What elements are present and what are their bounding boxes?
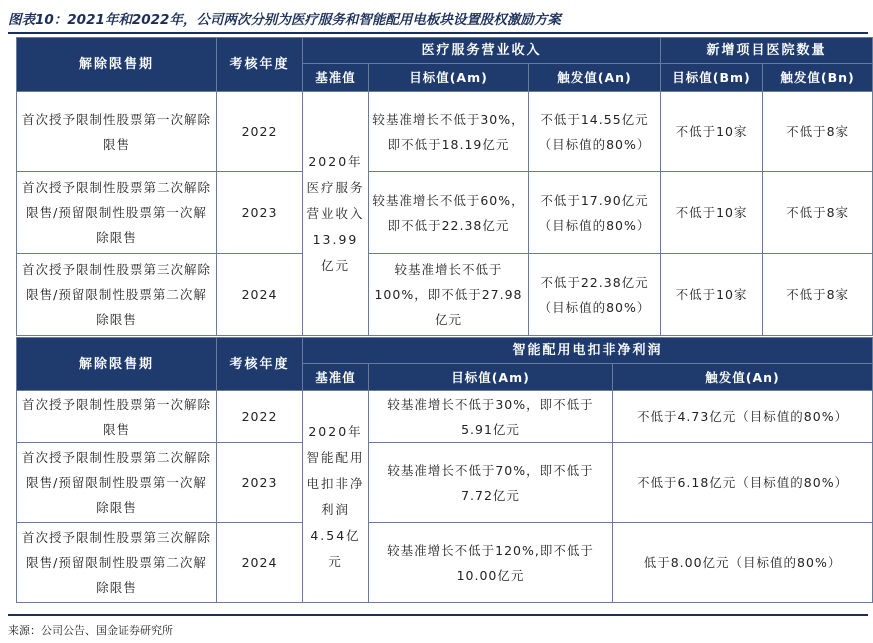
year-cell: 2022 (217, 92, 303, 172)
medical-incentive-table (16, 37, 873, 336)
trigger-cell: 不低于17.90亿元（目标值的80%） (529, 172, 661, 254)
header-net-profit: 智能配用电扣非净利润 (303, 338, 873, 364)
period-cell: 首次授予限制性股票第一次解除限售 (17, 391, 217, 443)
period-cell: 首次授予限制性股票第三次解除限售/预留限制性股票第二次解除限售 (17, 254, 217, 336)
trigger-cell: 低于8.00亿元（目标值的80%） (613, 523, 873, 603)
year-cell: 2022 (217, 391, 303, 443)
target-b-cell: 不低于10家 (661, 254, 763, 336)
base-value-cell: 2020年医疗服务营业收入13.99亿元 (303, 92, 369, 336)
header-medical-revenue: 医疗服务营业收入 (303, 38, 661, 64)
target-b-cell: 不低于10家 (661, 172, 763, 254)
header-period: 解除限售期 (17, 338, 217, 391)
target-b-cell: 不低于10家 (661, 92, 763, 172)
table-row (17, 254, 873, 336)
trigger-cell: 不低于6.18亿元（目标值的80%） (613, 443, 873, 523)
header-period: 解除限售期 (17, 38, 217, 92)
trigger-b-cell: 不低于8家 (763, 254, 873, 336)
trigger-cell: 不低于22.38亿元（目标值的80%） (529, 254, 661, 336)
header-trigger-an: 触发值(An) (529, 64, 661, 92)
trigger-b-cell: 不低于8家 (763, 92, 873, 172)
year-cell: 2023 (217, 443, 303, 523)
header-year: 考核年度 (217, 338, 303, 391)
trigger-cell: 不低于4.73亿元（目标值的80%） (613, 391, 873, 443)
base-value-cell: 2020年智能配用电扣非净利润4.54亿元 (303, 391, 369, 603)
header-base: 基准值 (303, 364, 369, 391)
header-trigger-an: 触发值(An) (613, 364, 873, 391)
power-incentive-table (16, 337, 873, 603)
table-row (17, 92, 873, 172)
header-target-am: 目标值(Am) (369, 64, 529, 92)
target-cell: 较基准增长不低于30%，即不低于18.19亿元 (369, 92, 529, 172)
header-base: 基准值 (303, 64, 369, 92)
header-target-bm: 目标值(Bm) (661, 64, 763, 92)
period-cell: 首次授予限制性股票第一次解除限售 (17, 92, 217, 172)
figure-title: 图表10：2021年和2022年，公司两次分别为医疗服务和智能配用电板块设置股权激励方案 (8, 8, 868, 34)
target-cell: 较基准增长不低于30%，即不低于5.91亿元 (369, 391, 613, 443)
header-trigger-bn: 触发值(Bn) (763, 64, 873, 92)
header-new-hospitals: 新增项目医院数量 (661, 38, 873, 64)
table-row (17, 443, 873, 523)
header-target-am: 目标值(Am) (369, 364, 613, 391)
table-row (17, 523, 873, 603)
year-cell: 2024 (217, 254, 303, 336)
target-cell: 较基准增长不低于60%，即不低于22.38亿元 (369, 172, 529, 254)
table-row (17, 391, 873, 443)
target-cell: 较基准增长不低于100%，即不低于27.98亿元 (369, 254, 529, 336)
period-cell: 首次授予限制性股票第三次解除限售/预留限制性股票第二次解除限售 (17, 523, 217, 603)
target-cell: 较基准增长不低于120%,即不低于10.00亿元 (369, 523, 613, 603)
trigger-cell: 不低于14.55亿元（目标值的80%） (529, 92, 661, 172)
trigger-b-cell: 不低于8家 (763, 172, 873, 254)
source-note: 来源：公司公告、国金证券研究所 (8, 614, 868, 638)
header-year: 考核年度 (217, 38, 303, 92)
period-cell: 首次授予限制性股票第二次解除限售/预留限制性股票第一次解除限售 (17, 443, 217, 523)
year-cell: 2024 (217, 523, 303, 603)
period-cell: 首次授予限制性股票第二次解除限售/预留限制性股票第一次解除限售 (17, 172, 217, 254)
target-cell: 较基准增长不低于70%，即不低于7.72亿元 (369, 443, 613, 523)
year-cell: 2023 (217, 172, 303, 254)
table-row (17, 172, 873, 254)
